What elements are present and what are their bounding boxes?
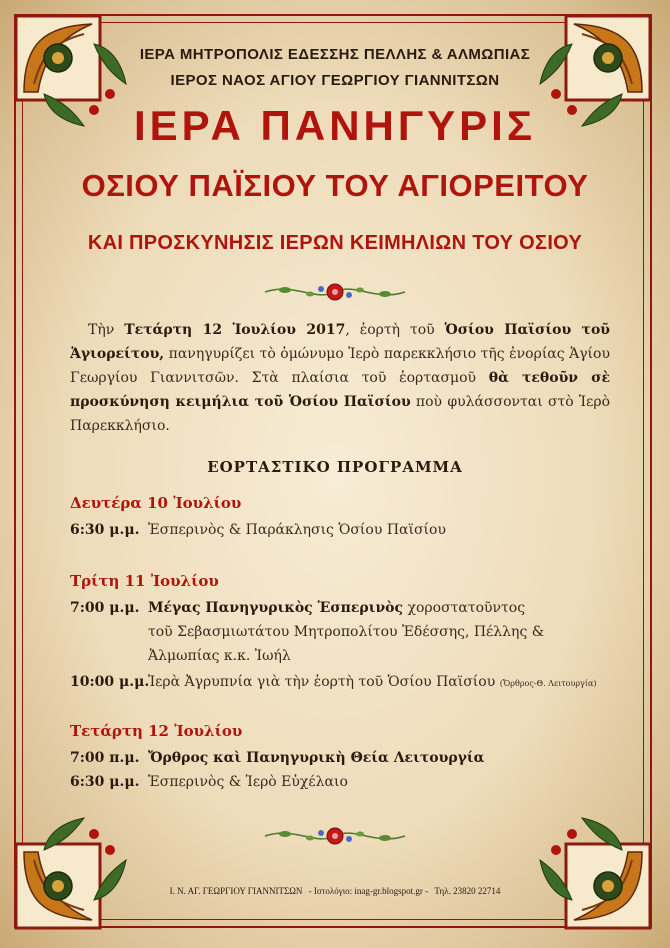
page-subtitle: ΟΣΙΟΥ ΠΑΪΣΙΟΥ ΤΟΥ ΑΓΙΟΡΕΙΤΟΥ (81, 168, 589, 203)
day-monday: Δευτέρα 10 Ἰουλίου (70, 494, 242, 512)
floral-divider-bottom-icon (255, 822, 415, 850)
schedule-item: 6:30 μ.μ. Ἑσπερινὸς & Ἱερὸ Εὐχέλαιο (70, 774, 348, 790)
schedule-item-continued: Ἀλμωπίας κ.κ. Ἰωήλ (148, 648, 291, 664)
program-title: ΕΟΡΤΑΣΤΙΚΟ ΠΡΟΓΡΑΜΜΑ (207, 458, 463, 476)
schedule-item: 7:00 μ.μ. Μέγας Πανηγυρικὸς Ἑσπερινὸς χοροστατοῦντος (70, 600, 526, 616)
schedule-note: (Ὄρθρος-Θ. Λειτουργία) (499, 679, 597, 688)
header-metropolis: ΙΕΡΑ ΜΗΤΡΟΠΟΛΙΣ ΕΔΕΣΣΗΣ ΠΕΛΛΗΣ & ΑΛΜΩΠΙΑΣ (139, 46, 531, 63)
footer-phone: Τηλ. 23820 22714 (434, 886, 501, 896)
day-tuesday: Τρίτη 11 Ἰουλίου (70, 572, 219, 590)
footer-blog: - Ιστολόγιο: inag-gr.blogspot.gr - (308, 886, 429, 896)
day-wednesday: Τετάρτη 12 Ἰουλίου (70, 722, 243, 740)
corner-ornament-bottom-right (532, 810, 652, 930)
corner-ornament-bottom-left (14, 810, 134, 930)
floral-divider-icon (255, 278, 415, 306)
schedule-item-continued: τοῦ Σεβασμιωτάτου Μητροπολίτου Ἐδέσσης, Πέλλης & (148, 624, 545, 640)
footer-org: Ι. Ν. ΑΓ. ΓΕΩΡΓΙΟΥ ΓΙΑΝΝΙΤΣΩΝ (169, 886, 303, 896)
schedule-item: 10:00 μ.μ.Ἱερὰ Ἀγρυπνία γιὰ τὴν ἑορτὴ τοῦ Ὁσίου Παϊσίου (Ὄρθρος-Θ. Λειτουργία) (70, 674, 597, 690)
intro-paragraph: Τὴν Τετάρτη 12 Ἰουλίου 2017, ἑορτὴ τοῦ Ὁσίου Παϊσίου τοῦ Ἁγιορείτου, πανηγυρίζει τὸ ὁμώνυμο Ἱερὸ παρεκκλήσιο τῆς ἐνορίας Ἁγίου Γεωργίου Γιαννιτσῶν. Στὰ πλαίσια τοῦ ἑορτασμοῦ θὰ τεθοῦν σὲ προσκύνηση κειμήλια τοῦ Ὁσίου Παϊσίου ποὺ φυλάσσονται στὸ Ἱερὸ Παρεκκλήσιο. (70, 322, 611, 434)
header-church: ΙΕΡΟΣ ΝΑΟΣ ΑΓΙΟΥ ΓΕΩΡΓΙΟΥ ΓΙΑΝΝΙΤΣΩΝ (170, 72, 500, 89)
schedule-item: 7:00 π.μ. Ὄρθρος καὶ Πανηγυρικὴ Θεία Λειτουργία (70, 750, 485, 766)
page-title: ΙΕΡΑ ΠΑΝΗΓΥΡΙΣ (133, 102, 537, 149)
footer (0, 886, 670, 896)
page-subtitle-2: ΚΑΙ ΠΡΟΣΚΥΝΗΣΙΣ ΙΕΡΩΝ ΚΕΙΜΗΛΙΩΝ ΤΟΥ ΟΣΙΟΥ (87, 232, 583, 254)
schedule-item: 6:30 μ.μ. Ἑσπερινὸς & Παράκλησις Ὁσίου Παϊσίου (70, 522, 446, 538)
